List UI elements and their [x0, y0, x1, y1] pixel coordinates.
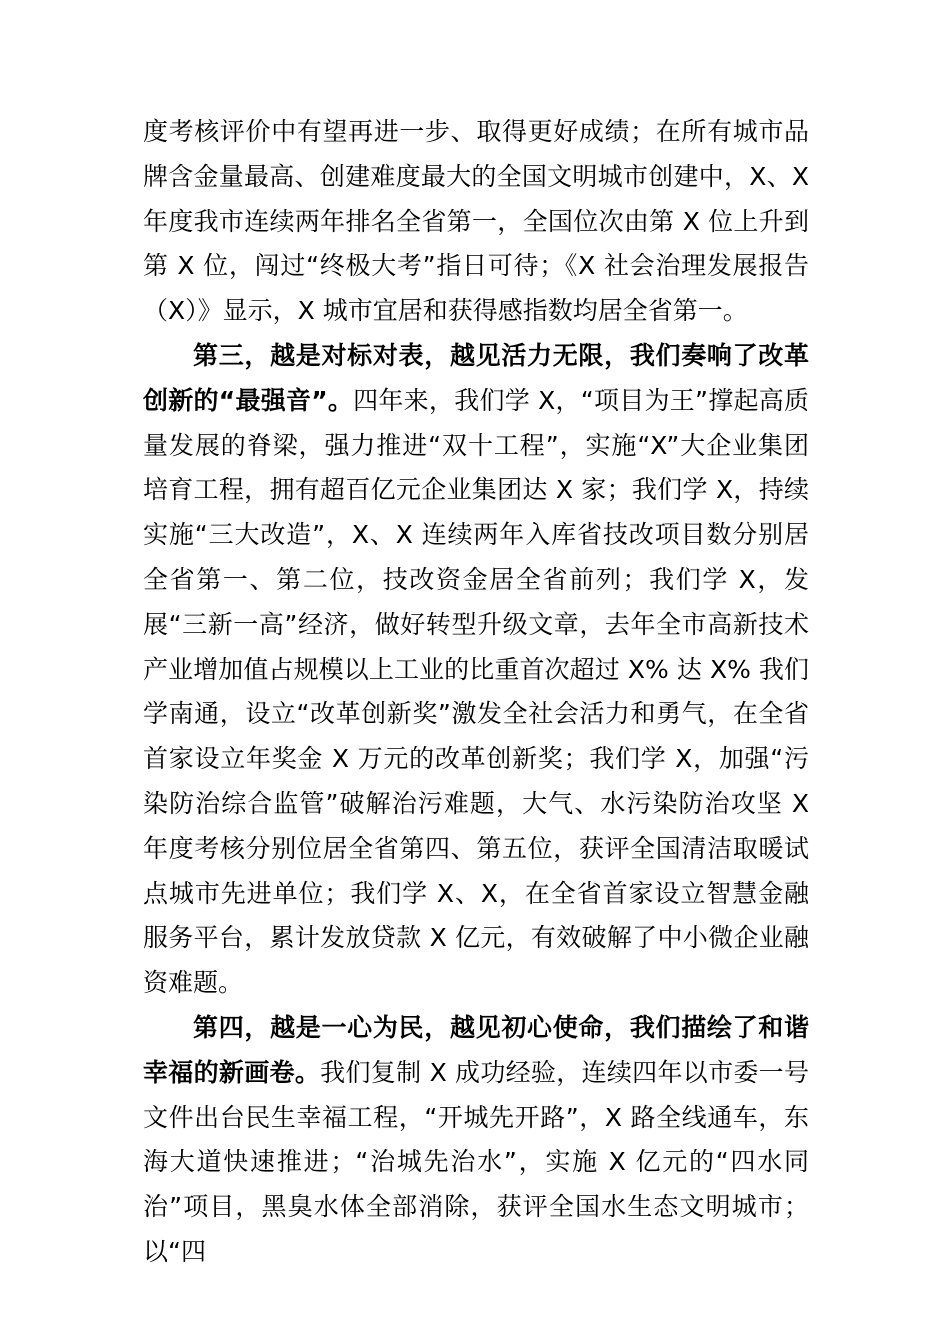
paragraph-fourth-point [143, 1006, 809, 1275]
paragraph-text: 度考核评价中有望再进一步、取得更好成绩；在所有城市品牌含金量最高、创建难度最大的全国文明城市创建中，X、X年度我市连续两年排名全省第一，全国位次由第 X 位上升到第 X 位，闯过“终极大考”指日可待；《X 社会治理发展报告（X）》显示，X 城市宜居和获得感指数均居全省第一。 [143, 117, 809, 326]
paragraph-heading: 第四，越是一心为民，越见初心使命，我们描绘了和谐幸福的新画卷。 [143, 1012, 809, 1087]
paragraph-text: 四年来，我们学 X，“项目为王”撑起高质量发展的脊梁，强力推进“双十工程”，实施“X”大企业集团培育工程，拥有超百亿元企业集团达 X 家；我们学 X，持续实施“三大改造”，X、X 连续两年入库省技改项目数分别居全省第一、第二位，技改资金居全省前列；我们学 X，发展“三新一高”经济，做好转型升级文章，去年全市高新技术产业增加值占规模以上工业的比重首次超过 X% 达 X% 我们学南通，设立“改革创新奖”激发全社会活力和勇气，在全省首家设立年奖金 X 万元的改革创新奖；我们学 X，加强“污染防治综合监管”破解治污难题，大气、水污染防治攻坚 X 年度考核分别位居全省第四、第五位，获评全国清洁取暖试点城市先进单位；我们学 X、X，在全省首家设立智慧金融服务平台，累计发放贷款 X 亿元，有效破解了中小微企业融资难题。 [143, 385, 809, 998]
paragraph-heading: 第三，越是对标对表，越见活力无限，我们奏响了改革创新的“最强音”。 [143, 340, 809, 415]
paragraph-text: 我们复制 X 成功经验，连续四年以市委一号文件出台民生幸福工程，“开城先开路”，X 路全线通车，东海大道快速推进；“治城先治水”，实施 X 亿元的“四水同治”项目，黑臭水体全部消除，获评全国水生态文明城市；以“四 [143, 1057, 809, 1266]
paragraph-third-point [143, 334, 809, 1006]
paragraph-continuation [143, 110, 809, 334]
document-body [143, 110, 809, 1275]
